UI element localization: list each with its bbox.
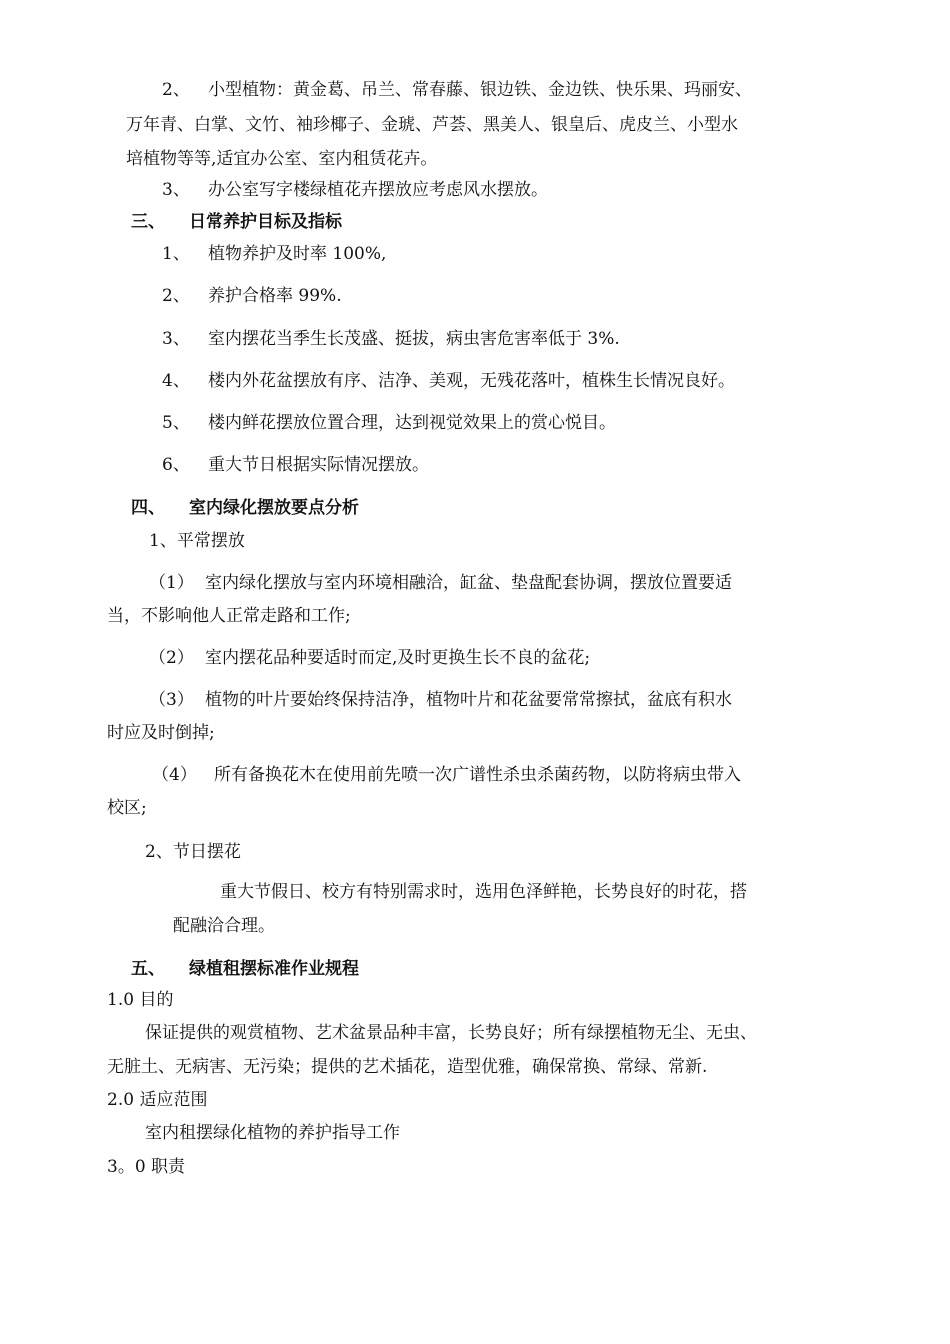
list-text: 重大节日根据实际情况摆放。 — [208, 455, 429, 475]
list-item-cont: 当，不影响他人正常走路和工作; — [107, 606, 351, 626]
subsection-heading: 3。0 职责 — [107, 1157, 186, 1177]
heading-title: 绿植租摆标准作业规程 — [189, 959, 359, 979]
list-item-cont: 时应及时倒掉; — [107, 723, 215, 743]
paragraph: 保证提供的观赏植物、艺术盆景品种丰富，长势良好；所有绿摆植物无尘、无虫、 — [145, 1023, 757, 1043]
section-heading-4 — [131, 496, 359, 520]
list-item — [152, 763, 741, 787]
list-text: 楼内鲜花摆放位置合理，达到视觉效果上的赏心悦目。 — [208, 413, 616, 433]
heading-number: 三、 — [131, 212, 165, 232]
list-item — [149, 646, 590, 670]
heading-number: 四、 — [131, 498, 165, 518]
subheading: 2、节日摆花 — [145, 842, 241, 862]
heading-title: 室内绿化摆放要点分析 — [189, 498, 359, 518]
list-number: （2） — [149, 648, 194, 668]
heading-title: 日常养护目标及指标 — [189, 212, 342, 232]
list-text: 办公室写字楼绿植花卉摆放应考虑风水摆放。 — [208, 180, 548, 200]
list-item — [162, 242, 386, 266]
list-text: 养护合格率 99%. — [208, 286, 342, 306]
paragraph: 室内租摆绿化植物的养护指导工作 — [145, 1123, 400, 1143]
list-number: 4、 — [162, 371, 190, 391]
list-number: 1、 — [162, 244, 190, 264]
list-number: （4） — [152, 765, 197, 785]
subsection-heading: 2.0 适应范围 — [107, 1090, 208, 1110]
list-item-2-cont: 万年青、白掌、文竹、袖珍椰子、金琥、芦荟、黑美人、银皇后、虎皮兰、小型水 — [126, 115, 738, 135]
list-text: 植物的叶片要始终保持洁净，植物叶片和花盆要常常擦拭，盆底有积水 — [205, 690, 732, 710]
paragraph-cont: 无脏土、无病害、无污染；提供的艺术插花，造型优雅，确保常换、常绿、常新. — [107, 1057, 708, 1077]
list-number: 5、 — [162, 413, 190, 433]
list-text: 植物养护及时率 100%, — [208, 244, 387, 264]
list-item — [162, 453, 429, 477]
list-number: 3、 — [162, 180, 190, 200]
list-number: 3、 — [162, 329, 190, 349]
list-number: （1） — [149, 573, 194, 593]
paragraph: 重大节假日、校方有特别需求时，选用色泽鲜艳，长势良好的时花，搭 — [220, 882, 747, 902]
list-text: 小型植物：黄金葛、吊兰、常春藤、银边铁、金边铁、快乐果、玛丽安、 — [208, 80, 752, 100]
list-item — [162, 369, 735, 393]
list-item-3 — [162, 178, 548, 202]
heading-number: 五、 — [131, 959, 165, 979]
list-text: 楼内外花盆摆放有序、洁净、美观，无残花落叶，植株生长情况良好。 — [208, 371, 735, 391]
section-heading-3 — [131, 210, 342, 234]
list-item — [162, 327, 620, 351]
paragraph-cont: 配融洽合理。 — [173, 916, 275, 936]
list-item — [149, 571, 732, 595]
list-number: 6、 — [162, 455, 190, 475]
list-text: 室内摆花当季生长茂盛、挺拔，病虫害危害率低于 3%. — [208, 329, 620, 349]
subheading: 1、平常摆放 — [149, 531, 245, 551]
list-item-cont: 校区; — [107, 798, 147, 818]
subsection-heading: 1.0 目的 — [107, 990, 174, 1010]
list-item — [162, 284, 342, 308]
list-number: （3） — [149, 690, 194, 710]
list-number: 2、 — [162, 286, 190, 306]
list-text: 室内摆花品种要适时而定,及时更换生长不良的盆花; — [205, 648, 591, 668]
list-item — [162, 411, 616, 435]
section-heading-5 — [131, 957, 359, 981]
list-text: 室内绿化摆放与室内环境相融洽，缸盆、垫盘配套协调，摆放位置要适 — [205, 573, 732, 593]
list-item — [149, 688, 732, 712]
list-item-2-cont2: 培植物等等,适宜办公室、室内租赁花卉。 — [126, 149, 438, 169]
list-text: 所有备换花木在使用前先喷一次广谱性杀虫杀菌药物，以防将病虫带入 — [214, 765, 741, 785]
list-item-2 — [162, 78, 752, 102]
list-number: 2、 — [162, 80, 190, 100]
